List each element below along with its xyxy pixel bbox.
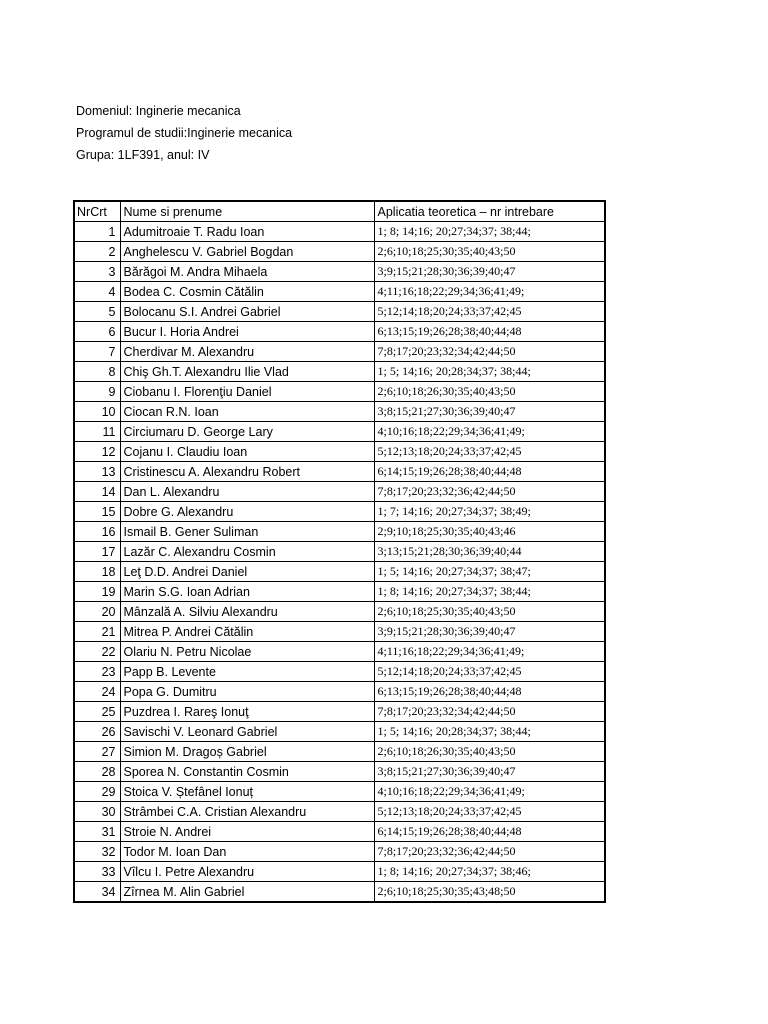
question-numbers: 3;9;15;21;28;30;36;39;40;47 (374, 622, 605, 642)
question-numbers: 1; 8; 14;16; 20;27;34;37; 38;44; (374, 222, 605, 242)
student-name: Anghelescu V. Gabriel Bogdan (120, 242, 374, 262)
student-name: Dobre G. Alexandru (120, 502, 374, 522)
row-number: 18 (74, 562, 120, 582)
question-numbers: 6;14;15;19;26;28;38;40;44;48 (374, 822, 605, 842)
table-row (74, 542, 605, 562)
student-name: Stoica V. Ștefânel Ionuț (120, 782, 374, 802)
domain-line: Domeniul: Inginerie mecanica (76, 104, 241, 118)
student-name: Bolocanu S.I. Andrei Gabriel (120, 302, 374, 322)
student-name: Mânzală A. Silviu Alexandru (120, 602, 374, 622)
row-number: 29 (74, 782, 120, 802)
row-number: 7 (74, 342, 120, 362)
student-name: Strâmbei C.A. Cristian Alexandru (120, 802, 374, 822)
table-row (74, 442, 605, 462)
student-name: Simion M. Dragoș Gabriel (120, 742, 374, 762)
table-row (74, 362, 605, 382)
student-name: Olariu N. Petru Nicolae (120, 642, 374, 662)
student-name: Puzdrea I. Rareş Ionuţ (120, 702, 374, 722)
student-name: Chiş Gh.T. Alexandru Ilie Vlad (120, 362, 374, 382)
question-numbers: 1; 5; 14;16; 20;27;34;37; 38;47; (374, 562, 605, 582)
table-row (74, 242, 605, 262)
student-name: Popa G. Dumitru (120, 682, 374, 702)
table-row (74, 842, 605, 862)
table-row (74, 702, 605, 722)
student-name: Adumitroaie T. Radu Ioan (120, 222, 374, 242)
table-row (74, 482, 605, 502)
row-number: 15 (74, 502, 120, 522)
question-numbers: 4;10;16;18;22;29;34;36;41;49; (374, 422, 605, 442)
table-row (74, 822, 605, 842)
row-number: 28 (74, 762, 120, 782)
row-number: 1 (74, 222, 120, 242)
row-number: 20 (74, 602, 120, 622)
table-row (74, 282, 605, 302)
table-row (74, 762, 605, 782)
row-number: 32 (74, 842, 120, 862)
question-numbers: 1; 5; 14;16; 20;28;34;37; 38;44; (374, 362, 605, 382)
column-header-nrcrt: NrCrt (74, 201, 120, 222)
question-numbers: 3;8;15;21;27;30;36;39;40;47 (374, 762, 605, 782)
table-row (74, 222, 605, 242)
table-row (74, 802, 605, 822)
row-number: 9 (74, 382, 120, 402)
student-name: Papp B. Levente (120, 662, 374, 682)
student-name: Todor M. Ioan Dan (120, 842, 374, 862)
student-name: Bărăgoi M. Andra Mihaela (120, 262, 374, 282)
row-number: 17 (74, 542, 120, 562)
row-number: 33 (74, 862, 120, 882)
table-row (74, 642, 605, 662)
table-row (74, 502, 605, 522)
question-numbers: 2;9;10;18;25;30;35;40;43;46 (374, 522, 605, 542)
question-numbers: 2;6;10;18;25;30;35;40;43;50 (374, 602, 605, 622)
question-numbers: 3;9;15;21;28;30;36;39;40;47 (374, 262, 605, 282)
row-number: 6 (74, 322, 120, 342)
student-name: Mitrea P. Andrei Cătălin (120, 622, 374, 642)
row-number: 13 (74, 462, 120, 482)
row-number: 16 (74, 522, 120, 542)
student-name: Circiumaru D. George Lary (120, 422, 374, 442)
table-row (74, 602, 605, 622)
row-number: 34 (74, 882, 120, 903)
table-row (74, 402, 605, 422)
table-row (74, 262, 605, 282)
row-number: 23 (74, 662, 120, 682)
table-row (74, 582, 605, 602)
student-name: Marin S.G. Ioan Adrian (120, 582, 374, 602)
row-number: 5 (74, 302, 120, 322)
table-row (74, 882, 605, 903)
table-row (74, 322, 605, 342)
question-numbers: 1; 8; 14;16; 20;27;34;37; 38;46; (374, 862, 605, 882)
question-numbers: 6;14;15;19;26;28;38;40;44;48 (374, 462, 605, 482)
group-line: Grupa: 1LF391, anul: IV (76, 148, 210, 162)
row-number: 25 (74, 702, 120, 722)
question-numbers: 5;12;13;18;20;24;33;37;42;45 (374, 442, 605, 462)
row-number: 26 (74, 722, 120, 742)
question-numbers: 7;8;17;20;23;32;34;42;44;50 (374, 702, 605, 722)
student-name: Lazăr C. Alexandru Cosmin (120, 542, 374, 562)
student-name: Ismail B. Gener Suliman (120, 522, 374, 542)
question-numbers: 5;12;14;18;20;24;33;37;42;45 (374, 302, 605, 322)
student-name: Savischi V. Leonard Gabriel (120, 722, 374, 742)
question-numbers: 5;12;13;18;20;24;33;37;42;45 (374, 802, 605, 822)
student-name: Ciocan R.N. Ioan (120, 402, 374, 422)
row-number: 31 (74, 822, 120, 842)
question-numbers: 1; 7; 14;16; 20;27;34;37; 38;49; (374, 502, 605, 522)
column-header-name: Nume si prenume (120, 201, 374, 222)
row-number: 10 (74, 402, 120, 422)
student-name: Vîlcu I. Petre Alexandru (120, 862, 374, 882)
question-numbers: 2;6;10;18;25;30;35;43;48;50 (374, 882, 605, 903)
table-row (74, 462, 605, 482)
student-name: Cojanu I. Claudiu Ioan (120, 442, 374, 462)
question-numbers: 1; 5; 14;16; 20;28;34;37; 38;44; (374, 722, 605, 742)
table-row (74, 682, 605, 702)
question-numbers: 5;12;14;18;20;24;33;37;42;45 (374, 662, 605, 682)
question-numbers: 3;13;15;21;28;30;36;39;40;44 (374, 542, 605, 562)
student-name: Bucur I. Horia Andrei (120, 322, 374, 342)
question-numbers: 4;10;16;18;22;29;34;36;41;49; (374, 782, 605, 802)
table-row (74, 622, 605, 642)
table-row (74, 862, 605, 882)
table-row (74, 382, 605, 402)
row-number: 30 (74, 802, 120, 822)
row-number: 14 (74, 482, 120, 502)
table-row (74, 562, 605, 582)
row-number: 11 (74, 422, 120, 442)
student-name: Zîrnea M. Alin Gabriel (120, 882, 374, 903)
table-row (74, 662, 605, 682)
question-numbers: 6;13;15;19;26;28;38;40;44;48 (374, 322, 605, 342)
question-numbers: 7;8;17;20;23;32;34;42;44;50 (374, 342, 605, 362)
question-numbers: 1; 8; 14;16; 20;27;34;37; 38;44; (374, 582, 605, 602)
table-row (74, 742, 605, 762)
question-numbers: 4;11;16;18;22;29;34;36;41;49; (374, 282, 605, 302)
student-name: Dan L. Alexandru (120, 482, 374, 502)
question-numbers: 4;11;16;18;22;29;34;36;41;49; (374, 642, 605, 662)
table-row (74, 422, 605, 442)
question-numbers: 7;8;17;20;23;32;36;42;44;50 (374, 482, 605, 502)
row-number: 21 (74, 622, 120, 642)
table-row (74, 522, 605, 542)
student-name: Stroie N. Andrei (120, 822, 374, 842)
row-number: 2 (74, 242, 120, 262)
question-numbers: 6;13;15;19;26;28;38;40;44;48 (374, 682, 605, 702)
student-name: Bodea C. Cosmin Cătălin (120, 282, 374, 302)
row-number: 22 (74, 642, 120, 662)
row-number: 27 (74, 742, 120, 762)
row-number: 3 (74, 262, 120, 282)
row-number: 4 (74, 282, 120, 302)
question-numbers: 7;8;17;20;23;32;36;42;44;50 (374, 842, 605, 862)
table-header-row (74, 201, 605, 222)
row-number: 19 (74, 582, 120, 602)
question-numbers: 3;8;15;21;27;30;36;39;40;47 (374, 402, 605, 422)
question-numbers: 2;6;10;18;26;30;35;40;43;50 (374, 382, 605, 402)
student-name: Cristinescu A. Alexandru Robert (120, 462, 374, 482)
question-numbers: 2;6;10;18;25;30;35;40;43;50 (374, 242, 605, 262)
student-name: Sporea N. Constantin Cosmin (120, 762, 374, 782)
question-numbers: 2;6;10;18;26;30;35;40;43;50 (374, 742, 605, 762)
program-line: Programul de studii:Inginerie mecanica (76, 126, 293, 140)
table-row (74, 782, 605, 802)
student-name: Ciobanu I. Florenţiu Daniel (120, 382, 374, 402)
row-number: 12 (74, 442, 120, 462)
table-row (74, 302, 605, 322)
student-name: Cherdivar M. Alexandru (120, 342, 374, 362)
row-number: 24 (74, 682, 120, 702)
table-row (74, 722, 605, 742)
column-header-questions: Aplicatia teoretica – nr intrebare (374, 201, 605, 222)
questions-table (73, 200, 606, 903)
table-row (74, 342, 605, 362)
row-number: 8 (74, 362, 120, 382)
student-name: Leţ D.D. Andrei Daniel (120, 562, 374, 582)
